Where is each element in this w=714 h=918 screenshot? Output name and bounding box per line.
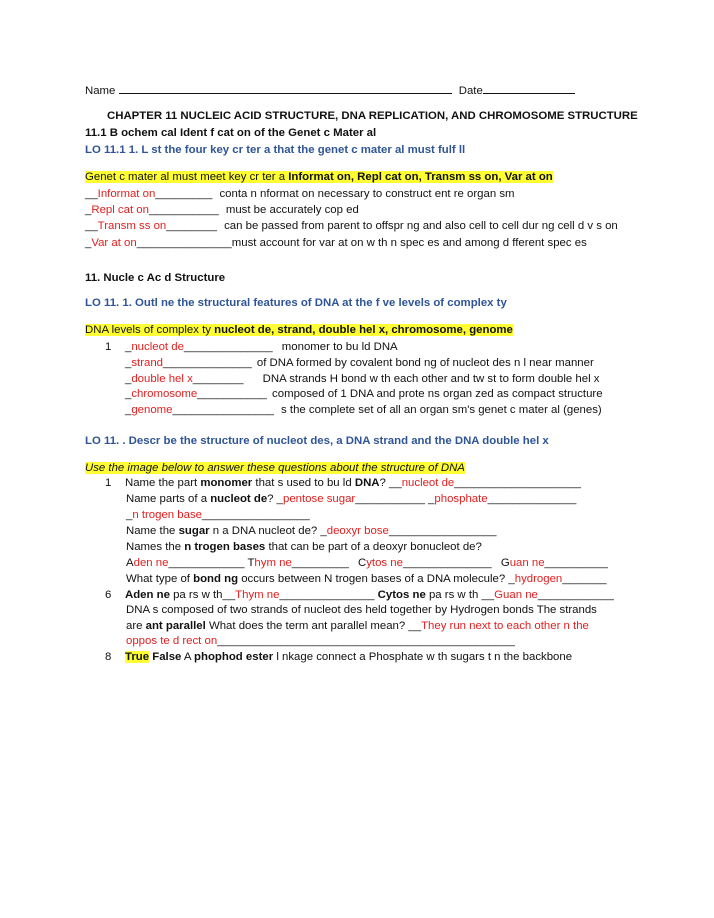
section-11-2-heading: 11. Nucle c Ac d Structure [85, 272, 226, 284]
answer-guanine[interactable]: uan ne [509, 557, 545, 569]
lo-11-2-2-heading: LO 11. . Descr be the structure of nucleot des, a DNA strand and the DNA double hel x [85, 435, 549, 447]
chapter-title: CHAPTER 11 NUCLEIC ACID STRUCTURE, DNA REPLICATION, AND CHROMOSOME STRUCTURE [107, 110, 638, 122]
level-answer-1[interactable]: strand [131, 357, 164, 369]
answer-hydrogen[interactable]: hydrogen [514, 573, 563, 585]
level-row: _double hel x________ DNA strands H bond w th each other and tw st to form double hel x [125, 373, 600, 385]
level-desc-3: composed of 1 DNA and prote ns organ zed as compact structure [272, 388, 603, 400]
level-answer-0[interactable]: nucleot de [131, 341, 184, 353]
date-blank[interactable] [483, 82, 575, 94]
criteria-answer-1[interactable]: Repl cat on [91, 204, 149, 216]
criteria-row: _Var at on_______________must account for var at on w th n spec es and among d fferent spec es [85, 237, 587, 249]
answer-cytosine[interactable]: ytos ne [366, 557, 403, 569]
image-prompt-line [85, 461, 465, 476]
criteria-answer: Informat on, Repl cat on, Transm ss on, Var at on [288, 171, 553, 183]
true-option[interactable]: True [125, 651, 150, 663]
criteria-row: __Transm ss on________ can be passed from parent to offspr ng and also cell to cell dur ng cell d v s on [85, 220, 618, 232]
question-2: Name parts of a nucleot de? _pentose sugar___________ _phosphate______________ [126, 493, 577, 505]
answer-nitrogen-base[interactable]: n trogen base [132, 509, 203, 521]
question-7-cont2: oppos te d rect on_______________________________________________ [126, 635, 515, 647]
name-blank[interactable] [119, 82, 452, 94]
question-4: Names the n trogen bases that can be part of a deoxyr bonucleot de? [126, 541, 482, 553]
level-desc-4: s the complete set of all an organ sm's genet c mater al (genes) [281, 404, 602, 416]
question-6: 6 Aden ne pa rs w th__Thym ne_______________ Cytos ne pa rs w th __Guan ne____________ [105, 589, 614, 601]
answer-deoxyribose[interactable]: deoxyr bose [326, 525, 389, 537]
level-answer-4[interactable]: genome [131, 404, 173, 416]
criteria-desc-3: must account for var at on w th n spec es and among d fferent spec es [231, 237, 587, 249]
question-7-cont: are ant parallel What does the term ant parallel mean? __They run next to each other n the [126, 620, 589, 632]
level-row: _strand______________ of DNA formed by covalent bond ng of nucleot des n l near manner [125, 357, 594, 369]
answer-monomer[interactable]: nucleot de [401, 477, 455, 489]
levels-prompt: DNA levels of complex ty [85, 324, 215, 336]
criteria-answer-2[interactable]: Transm ss on [97, 220, 167, 232]
question-5: What type of bond ng occurs between N trogen bases of a DNA molecule? _hydrogen_______ [126, 573, 607, 585]
question-1: 1 Name the part monomer that s used to bu ld DNA? __nucleot de____________________ [105, 477, 581, 489]
criteria-desc-1: must be accurately cop ed [225, 204, 359, 216]
criteria-prompt-line [85, 170, 553, 185]
question-2-cont: _n trogen base_________________ [126, 509, 310, 521]
criteria-row: _Repl cat on___________ must be accurately cop ed [85, 204, 359, 216]
answer-pairs-guanine[interactable]: Guan ne [494, 589, 538, 601]
level-desc-0: monomer to bu ld DNA [281, 341, 398, 353]
answer-thymine[interactable]: hym ne [254, 557, 292, 569]
level-row: 1 _nucleot de______________ monomer to bu ld DNA [105, 341, 398, 353]
level-desc-1: of DNA formed by covalent bond ng of nucleot des n l near manner [256, 357, 594, 369]
bases-row: Aden ne____________ Thym ne_________ Cytos ne______________ Guan ne__________ [126, 557, 608, 569]
name-label: Name [85, 85, 116, 97]
levels-prompt-line [85, 323, 513, 338]
criteria-desc-2: can be passed from parent to offspr ng and also cell to cell dur ng cell d v s on [224, 220, 618, 232]
section-11-1-heading: 11.1 B ochem cal Ident f cat on of the Genet c Mater al [85, 127, 377, 139]
name-line [85, 82, 575, 99]
level-row: _chromosome___________ composed of 1 DNA and prote ns organ zed as compact structure [125, 388, 603, 400]
criteria-desc-0: conta n nformat on necessary to construct ent re organ sm [219, 188, 515, 200]
answer-antiparallel[interactable]: They run next to each other n the [421, 620, 589, 632]
level-answer-2[interactable]: double hel x [131, 373, 193, 385]
question-7: DNA s composed of two strands of nucleot des held together by Hydrogen bonds The strands [126, 604, 597, 616]
image-prompt: Use the image below to answer these questions about the structure of DNA [85, 462, 465, 474]
question-8: 8 True False A phophod ester l nkage connect a Phosphate w th sugars t n the backbone [105, 651, 573, 663]
lo-11-1-heading: LO 11.1 1. L st the four key cr ter a that the genet c mater al must fulf ll [85, 144, 466, 156]
criteria-row: __Informat on_________ conta n nformat on necessary to construct ent re organ sm [85, 188, 515, 200]
answer-pentose-sugar[interactable]: pentose sugar [283, 493, 356, 505]
criteria-prompt: Genet c mater al must meet key cr ter a [85, 171, 289, 183]
question-3: Name the sugar n a DNA nucleot de? _deoxyr bose_________________ [126, 525, 497, 537]
answer-phosphate[interactable]: phosphate [434, 493, 488, 505]
criteria-answer-0[interactable]: Informat on [97, 188, 156, 200]
answer-adenine[interactable]: den ne [133, 557, 169, 569]
level-row: _genome________________ s the complete set of all an organ sm's genet c mater al (genes) [125, 404, 602, 416]
level-answer-3[interactable]: chromosome [131, 388, 198, 400]
lo-11-2-1-heading: LO 11. 1. Outl ne the structural features of DNA at the f ve levels of complex ty [85, 297, 507, 309]
levels-answer: nucleot de, strand, double hel x, chromosome, genome [214, 324, 513, 336]
date-label: Date [458, 85, 483, 97]
answer-antiparallel-cont[interactable]: oppos te d rect on [126, 635, 218, 647]
answer-pairs-thymine[interactable]: Thym ne [235, 589, 280, 601]
criteria-answer-3[interactable]: Var at on [91, 237, 137, 249]
level-desc-2: DNA strands H bond w th each other and tw st to form double hel x [262, 373, 600, 385]
false-option[interactable]: False [152, 651, 182, 663]
